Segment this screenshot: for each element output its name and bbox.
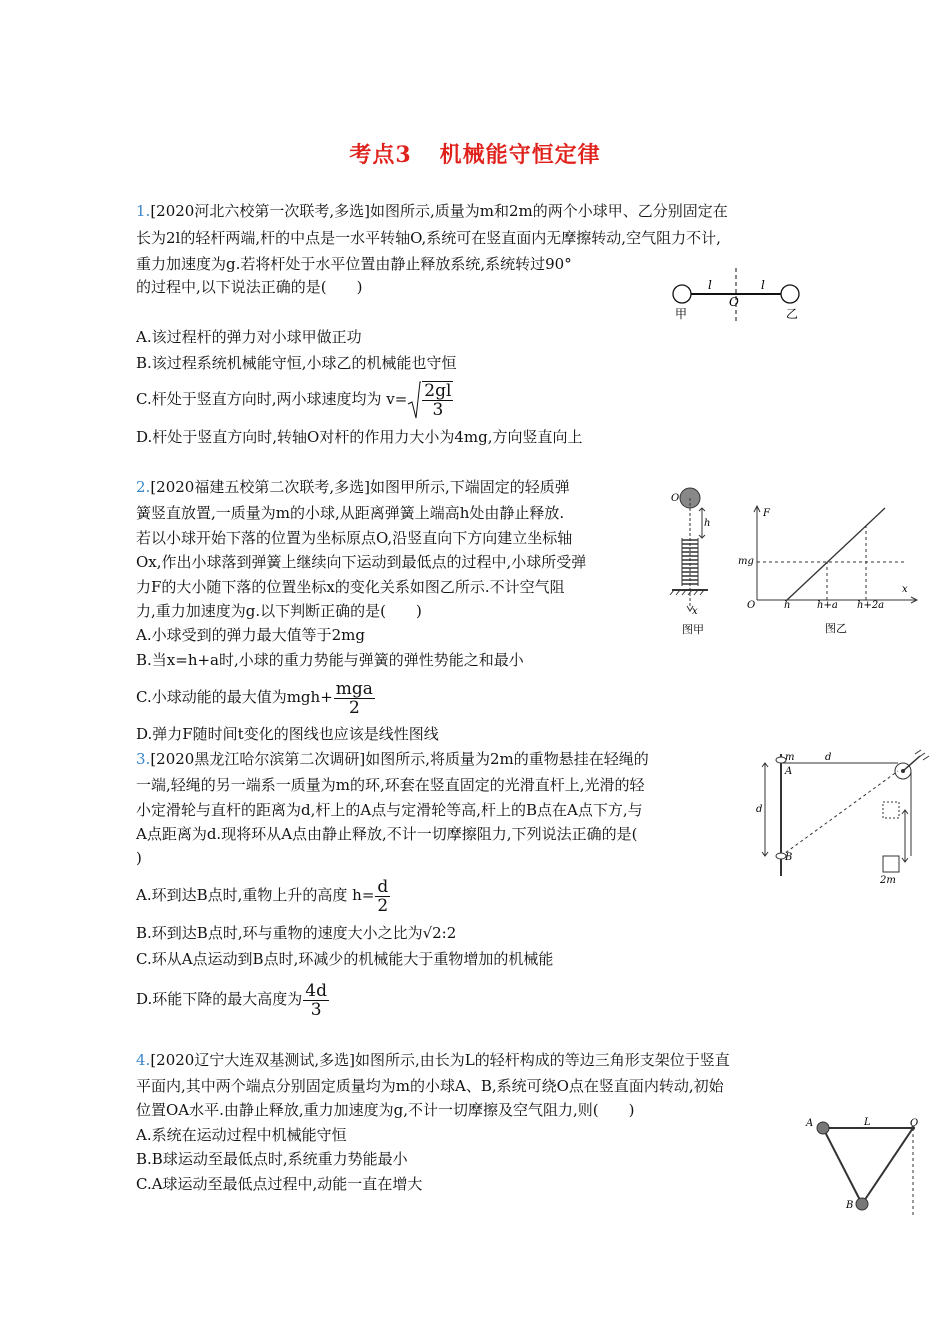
q3-line-3: 小定滑轮与直杆的距离为d,杆上的A点与定滑轮等高,杆上的B点在A点下方,与: [136, 801, 643, 819]
svg-text:m: m: [785, 752, 795, 763]
q2-option-b: B.当x=h+a时,小球的重力势能与弹簧的弹性势能之和最小: [136, 651, 524, 669]
caption-jia: 图甲: [682, 623, 704, 636]
q3-line-2: 一端,轻绳的另一端系一质量为m的环,环套在竖直固定的光滑直杆上,光滑的轻: [136, 776, 645, 794]
q1-option-b: B.该过程系统机械能守恒,小球乙的机械能也守恒: [136, 354, 457, 372]
q2-line-1: 2.[2020福建五校第二次联考,多选]如图甲所示,下端固定的轻质弹: [136, 478, 570, 496]
q2-line-5: 力F的大小随下落的位置坐标x的变化关系如图乙所示.不计空气阻: [136, 578, 565, 596]
q1-line-1: 1.[2020河北六校第一次联考,多选]如图所示,质量为m和2m的两个小球甲、乙分别固定在: [136, 202, 728, 220]
svg-text:d: d: [756, 804, 763, 815]
svg-text:B: B: [785, 852, 793, 863]
svg-text:O: O: [729, 295, 739, 309]
q3-line-4: A点距离为d.现将环从A点由静止释放,不计一切摩擦阻力,下列说法正确的是(: [136, 825, 638, 843]
svg-text:x: x: [902, 584, 908, 595]
q1-line-2: 长为2l的轻杆两端,杆的中点是一水平转轴O,系统可在竖直面内无摩擦转动,空气阻力不计,: [136, 229, 721, 247]
svg-text:x: x: [692, 606, 698, 617]
q4-line-1: 4.[2020辽宁大连双基测试,多选]如图所示,由长为L的轻杆构成的等边三角形支架位于竖直: [136, 1051, 730, 1069]
q2-line-2: 簧竖直放置,一质量为m的小球,从距离弹簧上端高h处由静止释放.: [136, 504, 565, 522]
q4-number: 4.: [136, 1051, 151, 1069]
q4-option-b: B.B球运动至最低点时,系统重力势能最小: [136, 1150, 408, 1168]
q2-line-6: 力,重力加速度为g.以下判断正确的是( ): [136, 602, 422, 620]
svg-text:mg: mg: [738, 556, 754, 567]
sqrt-expression: $\frac{2gl}{3}$: [407, 380, 454, 420]
label-jia: 甲: [675, 307, 688, 321]
q2-figure-b: [735, 500, 925, 640]
q3-figure: [755, 746, 930, 884]
svg-text:h: h: [784, 600, 791, 611]
q1-number: 1.: [136, 202, 151, 220]
q3-option-b: B.环到达B点时,环与重物的速度大小之比为√2:2: [136, 924, 457, 942]
svg-text:l: l: [708, 278, 712, 292]
caption-yi: 图乙: [825, 622, 847, 635]
q1-option-c: C.杆处于竖直方向时,两小球速度均为 v= $\frac{2gl}{3}$: [136, 380, 454, 420]
svg-text:O: O: [910, 1118, 919, 1129]
svg-text:F: F: [763, 508, 770, 519]
svg-text:O: O: [671, 493, 680, 504]
label-yi: 乙: [786, 307, 799, 321]
q1-option-a: A.该过程杆的弹力对小球甲做正功: [136, 328, 362, 346]
svg-text:2m: 2m: [880, 875, 896, 884]
q2-option-a: A.小球受到的弹力最大值等于2mg: [136, 626, 365, 644]
q3-number: 3.: [136, 750, 151, 768]
q2-line-3: 若以小球开始下落的位置为坐标原点O,沿竖直向下方向建立坐标轴: [136, 529, 573, 547]
svg-text:A: A: [785, 766, 793, 777]
q1-line-4: 的过程中,以下说法正确的是( ): [136, 278, 363, 296]
svg-text:h+2a: h+2a: [857, 600, 885, 611]
page-title: 考点3 机械能守恒定律: [349, 142, 601, 168]
svg-text:d: d: [825, 752, 832, 763]
q1-option-d: D.杆处于竖直方向时,转轴O对杆的作用力大小为4mg,方向竖直向上: [136, 428, 583, 446]
q4-figure: [800, 1112, 930, 1222]
q2-line-4: Ox,作出小球落到弹簧上继续向下运动到最低点的过程中,小球所受弹: [136, 553, 587, 571]
q1-line-3: 重力加速度为g.若将杆处于水平位置由静止释放系统,系统转过90°: [136, 255, 572, 273]
q3-option-a: A.环到达B点时,重物上升的高度 h= $\frac{d}{2}$: [136, 876, 389, 916]
q2-option-c: C.小球动能的最大值为mgh+ $\frac{\text{mga}}{2}$: [136, 678, 373, 718]
q2-number: 2.: [136, 478, 151, 496]
q2-option-d: D.弹力F随时间t变化的图线也应该是线性图线: [136, 725, 439, 743]
svg-text:h: h: [704, 518, 711, 529]
q3-line-5: ): [136, 849, 142, 867]
svg-text:L: L: [864, 1117, 871, 1128]
q3-line-1: 3.[2020黑龙江哈尔滨第二次调研]如图所示,将质量为2m的重物悬挂在轻绳的: [136, 750, 649, 768]
ball-jia: [673, 285, 691, 303]
svg-text:O: O: [747, 600, 756, 611]
q4-option-a: A.系统在运动过程中机械能守恒: [136, 1126, 347, 1144]
ball-yi: [781, 285, 799, 303]
svg-text:l: l: [761, 278, 765, 292]
svg-text:A: A: [806, 1118, 814, 1129]
q1-figure: [668, 266, 808, 324]
q3-option-d: D.环能下降的最大高度为 $\frac{4d}{3}$: [136, 980, 327, 1020]
svg-text:h+a: h+a: [817, 600, 838, 611]
q4-line-2: 平面内,其中两个端点分别固定质量均为m的小球A、B,系统可绕O点在竖直面内转动,初始: [136, 1077, 724, 1095]
q4-line-3: 位置OA水平.由静止释放,重力加速度为g,不计一切摩擦及空气阻力,则( ): [136, 1101, 635, 1119]
q4-option-c: C.A球运动至最低点过程中,动能一直在增大: [136, 1175, 423, 1193]
q2-figure-a: [660, 480, 730, 640]
svg-text:B: B: [846, 1200, 854, 1211]
q3-option-c: C.环从A点运动到B点时,环减少的机械能大于重物增加的机械能: [136, 950, 554, 968]
